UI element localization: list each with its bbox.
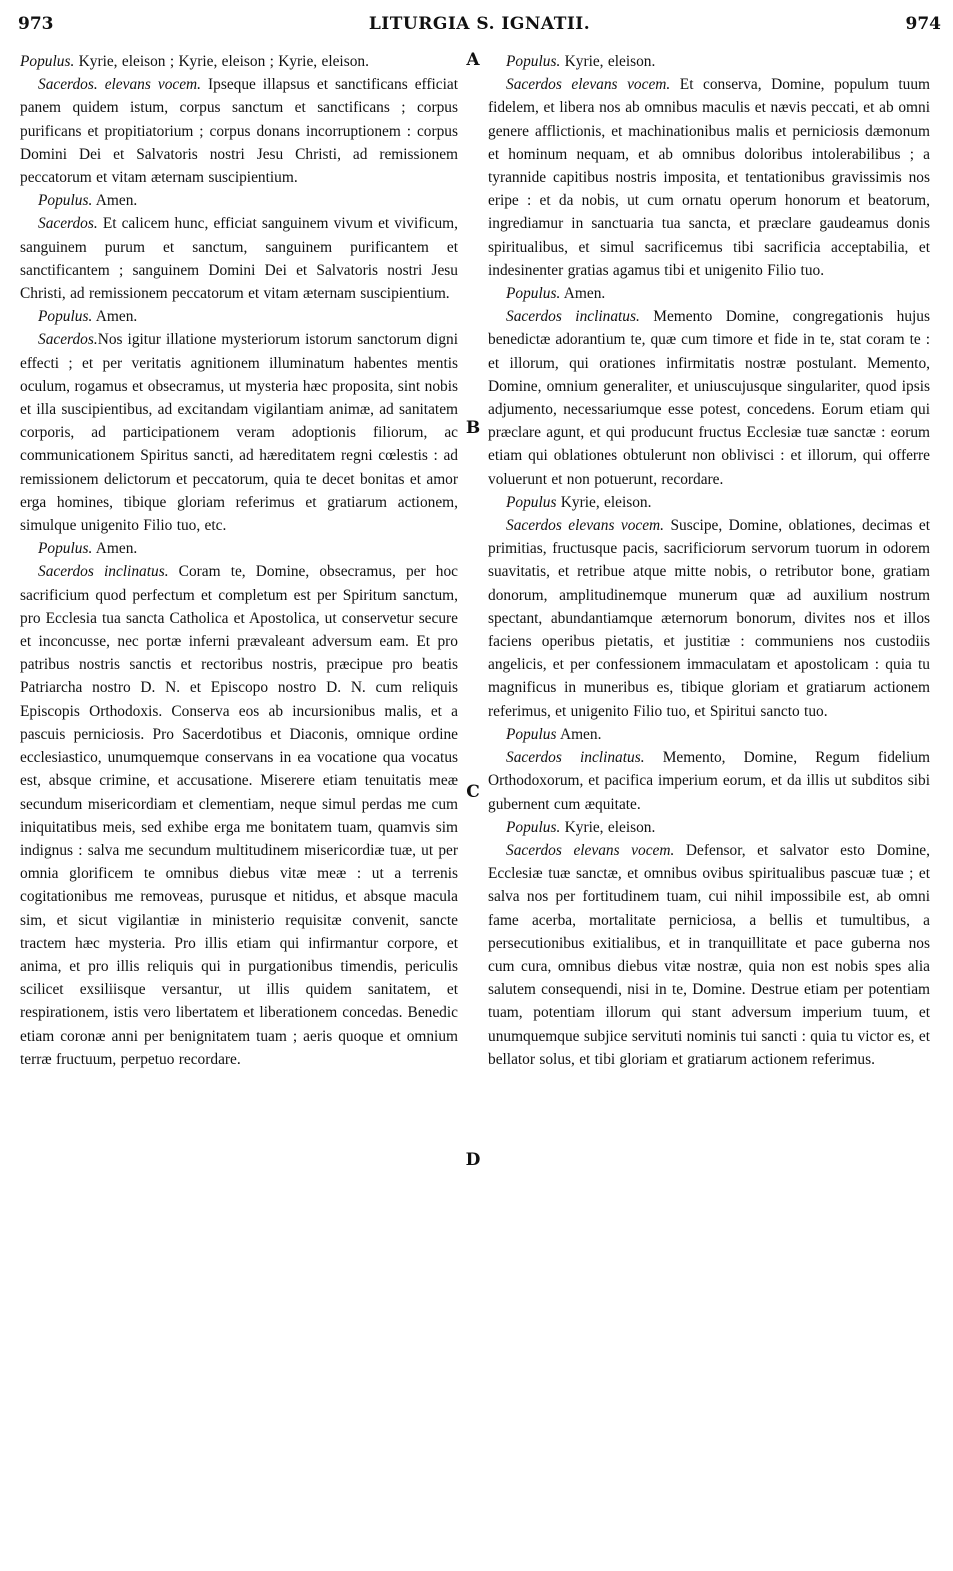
paragraph-text: Memento, Domine, Regum fidelium Orthodoxorum, et pacifica imperium eorum, et da illis ut subditos sibi gubernent cum æquitate. xyxy=(488,749,930,813)
paragraph-text: Amen. xyxy=(92,308,138,326)
running-title: LITURGIA S. IGNATII. xyxy=(368,14,591,34)
left-text-column xyxy=(20,50,458,1071)
paragraph-text: Memento Domine, congregationis hujus benedictæ adorantium te, quæ cum timore et fide in te, stat coram te : et illorum, qui orationes infirmitatis nostræ postulant. Memento, Domine, omnium generaliter, et uniuscujusque singulariter, quod ipsis adjumento, necessariumque esse potest, concedens. Eorum etiam qui præclare agunt, et qui producunt fructus Ecclesiæ tuæ sanctæ : eorum etiam qui oblationes obtulerunt non oblivisci : et illorum, qui offerre voluerunt et non potuerunt, recordare. xyxy=(488,308,930,488)
running-header xyxy=(18,14,941,42)
right-column-paragraph xyxy=(488,305,930,491)
paragraph-text: Kyrie, eleison. xyxy=(560,818,656,836)
speaker-rubric: Populus. xyxy=(38,308,93,326)
speaker-rubric: Populus xyxy=(506,725,557,743)
speaker-rubric: Sacerdos inclinatus. xyxy=(38,563,169,581)
speaker-rubric: Sacerdos. elevans vocem. xyxy=(38,76,202,94)
page-number-left: 973 xyxy=(18,14,54,34)
right-column-paragraph xyxy=(488,73,930,282)
speaker-rubric: Sacerdos elevans vocem. xyxy=(506,841,675,859)
margin-marker-b: B xyxy=(465,418,481,438)
left-column-paragraph xyxy=(20,73,458,189)
paragraph-text: Suscipe, Domine, oblationes, decimas et primitias, fructusque pacis, sacrificiorum servorum tuorum in odorem suavitatis, et retribue atque mitte nobis, o retributor bone, gratiam donorum, amplitudinemque munerum quæ ad auxilium nostrum spectant, abundantiamque æternorum bonorum, divites nos et illos faciens operibus pietatis, et justitiæ : communiens nos custodiis angelicis, et per confessionem immaculatam et apostolicam : quia tu magnificus in muneribus es, tibique gloriam et gratiarum actionem referimus, et unigenito Filio tuo, et Spiritui sancto tuo. xyxy=(488,517,930,720)
speaker-rubric: Populus. xyxy=(20,53,75,70)
right-column-paragraph xyxy=(488,491,930,514)
right-column-paragraph xyxy=(488,839,930,1071)
right-column-paragraph xyxy=(488,282,930,305)
left-column-paragraph xyxy=(20,560,458,1070)
speaker-rubric: Populus. xyxy=(506,818,561,836)
paragraph-text: Ipseque illapsus et sanctificans efficiat panem quidem istum, corpus sanctum et sanctificans ; corpus purificans et propitiatorium ; corpus donans incorruptionem : corpus Domini Dei et Salvatoris nostri Jesu Christi, ad remissionem peccatorum et vitam æternam suscipientium. xyxy=(20,76,458,187)
paragraph-text: Coram te, Domine, obsecramus, per hoc sacrificium quod perfectum et completum est per Spiritum sanctum, pro Ecclesia tua sancta Catholica et Apostolica, ut conservetur secure et inconcusse, nec portæ inferni prævaleant adversum eam. Et pro patribus nostris sanctis et rectoribus nostris, præcipue pro beatis Patriarcha nostro D. N. et Episcopo nostro D. N. cum reliquis Episcopis Orthodoxis. Conserva eos ab incursionibus malis, et a pascuis perniciosis. Pro Sacerdotibus et Diaconis, omnique ordine ecclesiastico, unumquemque conservans in ea vocatione qua vocatus est, absque crimine, et accusatione. Miserere etiam tenuitatis meæ secundum misericordiam et clementiam, neque simul perdas me cum iniquitatibus meis, sed exhibe erga me bonitatem tuam, quamvis sim indignus : salva me secundum multitudinem misericordiæ tuæ, ut per omnia glorificem te omnibus diebus vitæ meæ : ut a terrenis cogitationibus me removeas, purusque et nitidus, et absque macula sim, et sicut vigilantiæ in ministerio requisitæ convenit, sancte tractem hæc mysteria. Pro illis etiam qui infirmantur corpore, et anima, et pro illis reliquis qui in purgationibus timendis, periculis scilicet exsiliisque versantur, ut illis quidem sanitatem, et respirationem, istis vero libertatem et liberationem concedas. Benedic etiam coronæ anni per benignitatem tuam ; aeris quoque et omnium terræ fructuum, perpetuo recordare. xyxy=(20,563,458,1068)
paragraph-text: Amen. xyxy=(92,540,138,558)
paragraph-text: Et conserva, Domine, populum tuum fidelem, et libera nos ab omnibus maculis et nævis peccati, et ab omni genere afflictionis, et machinationibus malis et perniciosis dæmonum et hominum nequam, et ab omnibus doloribus intolerabilibus ; a tyrannide capitibus nostris imposita, et tentationibus gravissimis nos eripe : et da nobis, ut cum ornatu operum honorum et beatorum, ingrediamur in sanctuaria tua sancta, et præclare gaudeamus donis spiritualibus, et simul sacrificemus tibi sacrificia acceptabilia, et indesinenter gratias agamus tibi et unigenito Filio tuo. xyxy=(488,76,930,279)
speaker-rubric: Populus xyxy=(506,493,557,511)
speaker-rubric: Sacerdos inclinatus. xyxy=(506,308,640,326)
page-number-right: 974 xyxy=(905,14,941,34)
paragraph-text: Amen. xyxy=(556,725,602,743)
speaker-rubric: Populus. xyxy=(38,540,93,558)
left-column-paragraph xyxy=(20,50,458,73)
paragraph-text: Kyrie, eleison. xyxy=(560,53,656,70)
right-column-paragraph xyxy=(488,746,930,816)
left-column-paragraph xyxy=(20,328,458,537)
right-column-paragraph xyxy=(488,50,930,73)
left-column-paragraph xyxy=(20,189,458,212)
right-text-column xyxy=(488,50,930,1071)
right-column-paragraph xyxy=(488,514,930,723)
margin-marker-a: A xyxy=(466,50,480,70)
left-column-paragraph xyxy=(20,305,458,328)
speaker-rubric: Sacerdos. xyxy=(38,331,98,349)
paragraph-text: Kyrie, eleison ; Kyrie, eleison ; Kyrie, eleison. xyxy=(74,53,369,70)
paragraph-text: Nos igitur illatione mysteriorum istorum sanctorum digni effecti ; et per veritatis agnitionem illuminatum habentes mentis oculum, rogamus et obsecramus, ut mysteria hæc proposita, sint nobis et illa suscipientibus, ad excitandam vigilantiam animæ, ad sanitatem corporis, ad participationem veram adoptionis filiorum, ac communicationem Spiritus sancti, ad hæreditatem regni cœlestis : ad remissionem delictorum et peccatorum, quia te decet bonitas et amor erga homines, tibique gloriam referimus et gratiarum actionem, simulque unigenito Filio tuo, etc. xyxy=(20,331,458,535)
speaker-rubric: Sacerdos. xyxy=(38,215,98,233)
speaker-rubric: Sacerdos elevans vocem. xyxy=(506,517,665,535)
paragraph-text: Et calicem hunc, efficiat sanguinem vivum et vivificum, sanguinem purum et sanctum, sanguinem purificantem et sanctificantem ; sanguinem Domini Dei et Salvatoris nostri Jesu Christi, ad remissionem peccatorum et vitam æternam suscipientium. xyxy=(20,215,458,303)
paragraph-text: Defensor, et salvator esto Domine, Ecclesiæ tuæ sanctæ, et omnibus ovibus spiritualibus pascuæ tuæ ; et salva nos per fortitudinem tuam, cui nihil impossibile est, ab omni fame acerba, mortalitate perniciosa, a bellis et tumultibus, a persecutionibus exitialibus, et in tranquillitate et pace guberna nos cum cura, omnibus diebus vitæ nostræ, quia non est nobis spes alia salutem consequendi, nisi in te, Domine. Destrue etiam per potentiam tuam, potentiam illorum qui stant adversum imperium tuum, et unumquemque subjice servituti nominis tui sancti : quia tu victor es, et bellator solus, et tibi gloriam et gratiarum actionem referimus. xyxy=(488,841,930,1068)
margin-marker-c: C xyxy=(466,782,480,802)
left-column-paragraph xyxy=(20,537,458,560)
paragraph-text: Amen. xyxy=(560,285,606,303)
right-column-paragraph xyxy=(488,816,930,839)
paragraph-text: Kyrie, eleison. xyxy=(556,493,652,511)
left-column-paragraph xyxy=(20,212,458,305)
speaker-rubric: Populus. xyxy=(506,53,561,70)
margin-marker-d: D xyxy=(465,1150,481,1170)
speaker-rubric: Sacerdos elevans vocem. xyxy=(506,76,671,94)
paragraph-text: Amen. xyxy=(92,192,138,210)
speaker-rubric: Populus. xyxy=(38,192,93,210)
right-column-paragraph xyxy=(488,723,930,746)
speaker-rubric: Sacerdos inclinatus. xyxy=(506,749,645,767)
speaker-rubric: Populus. xyxy=(506,285,561,303)
